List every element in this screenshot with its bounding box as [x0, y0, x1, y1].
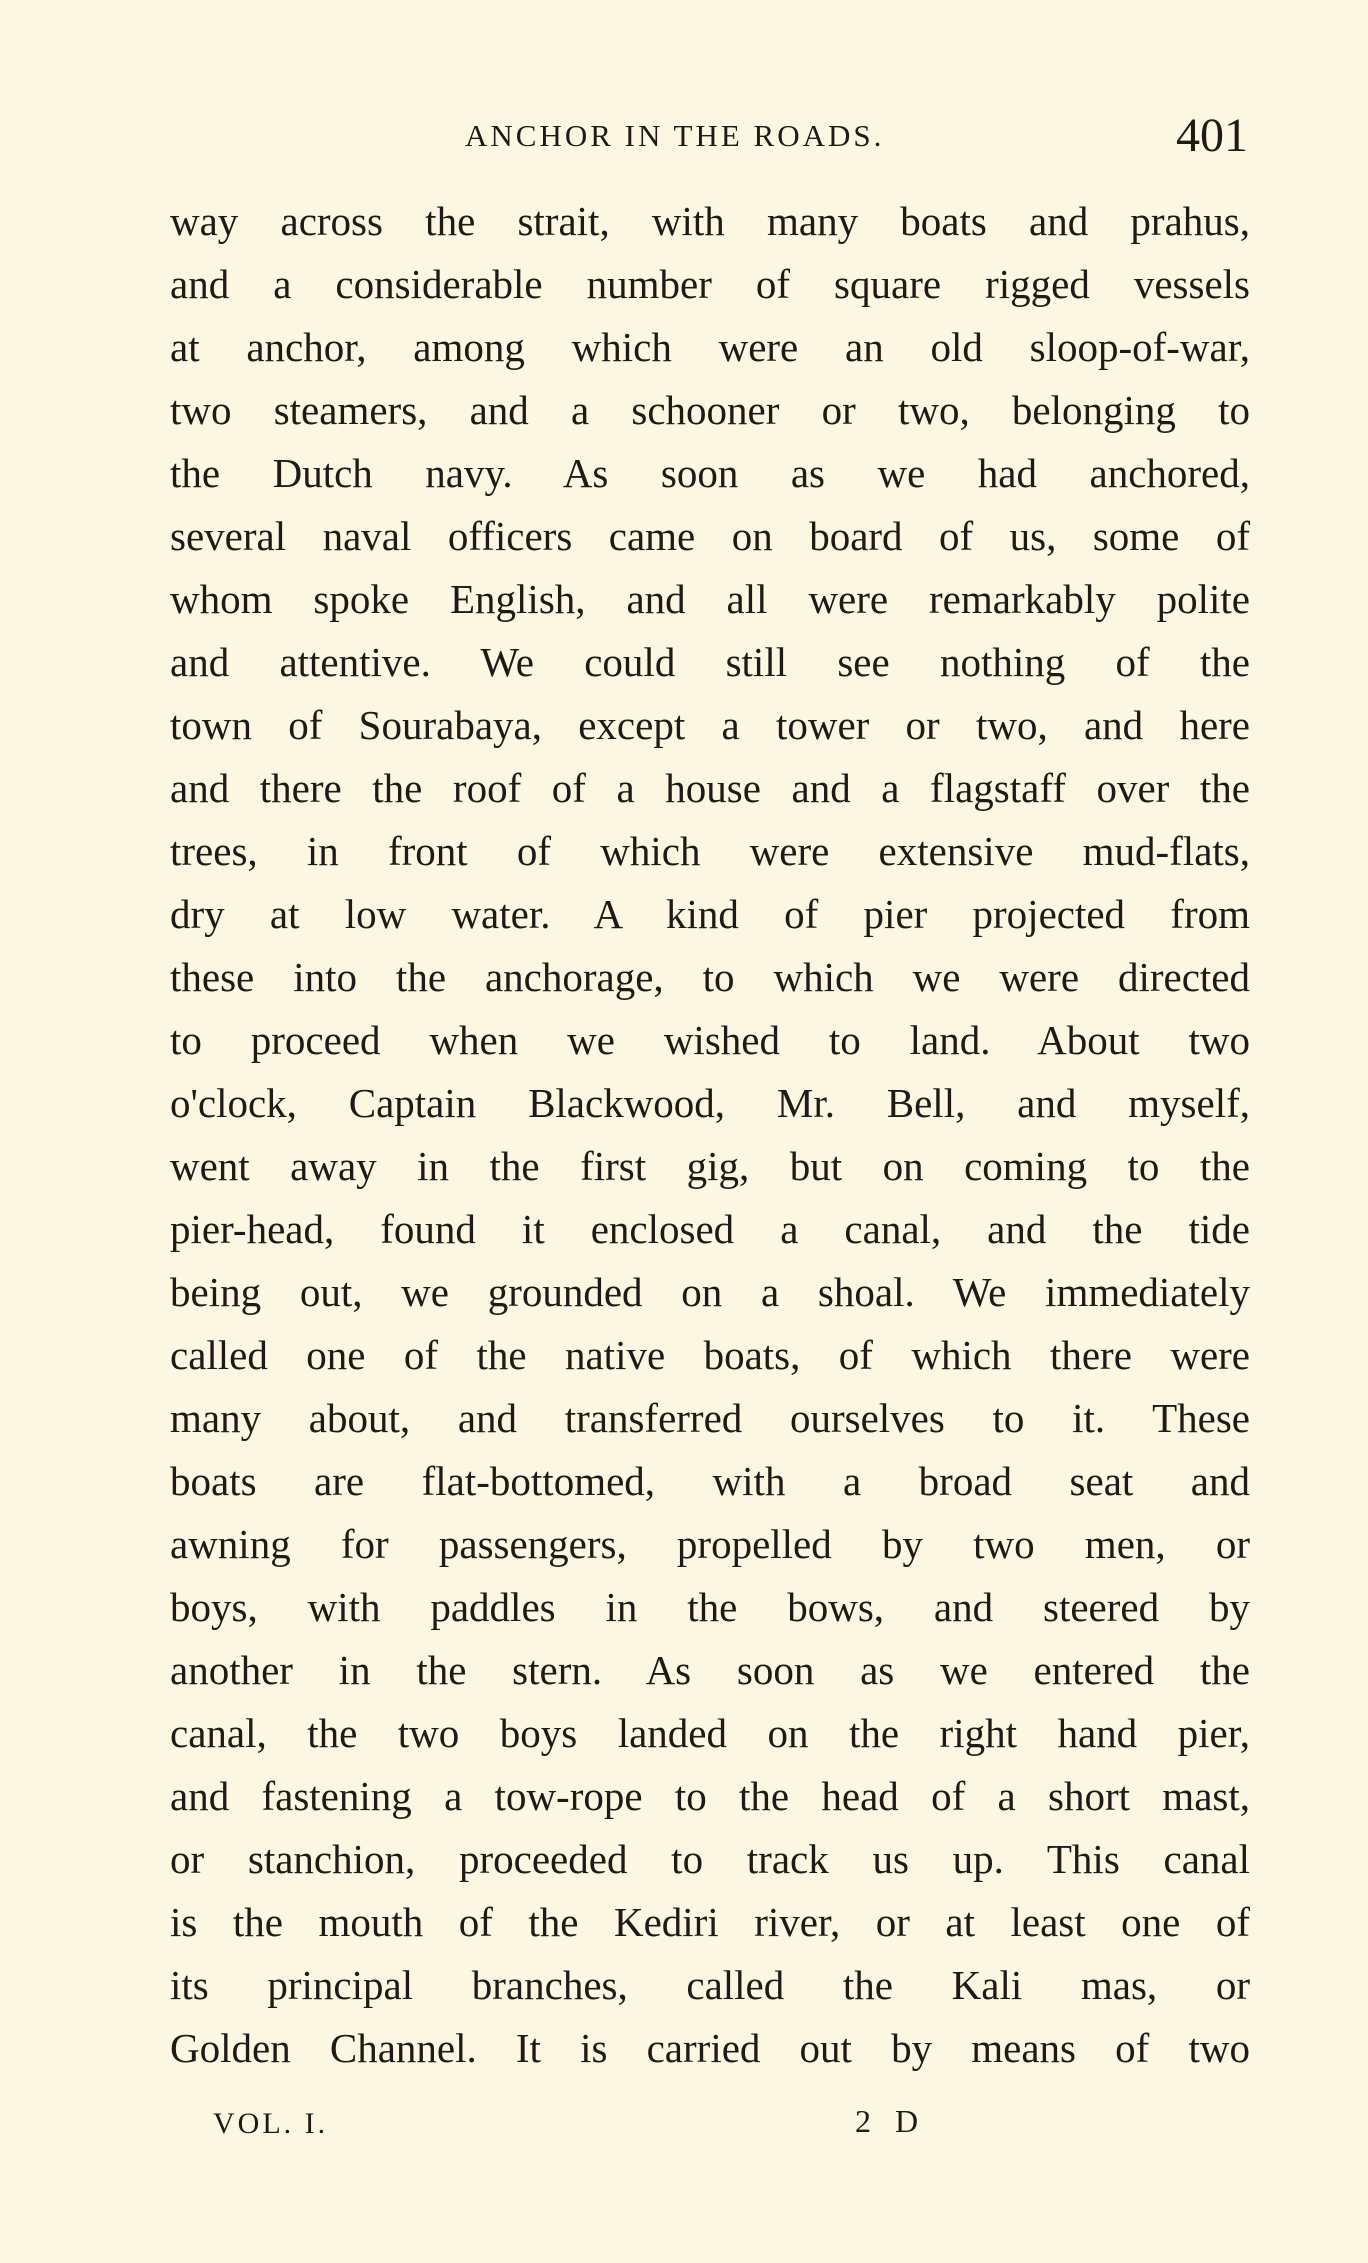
body-text	[170, 190, 1250, 2080]
text-line: many about, and transferred ourselves to it. These	[170, 1395, 1250, 1441]
text-line: pier-head, found it enclosed a canal, and the tide	[170, 1206, 1250, 1252]
text-line: went away in the first gig, but on coming to the	[170, 1143, 1250, 1189]
text-line: way across the strait, with many boats and prahus,	[170, 198, 1250, 244]
text-line: its principal branches, called the Kali mas, or	[170, 1962, 1250, 2008]
text-line: and a considerable number of square rigged vessels	[170, 261, 1250, 307]
text-line: is the mouth of the Kediri river, or at least one of	[170, 1899, 1250, 1945]
text-line: or stanchion, proceeded to track us up. This canal	[170, 1836, 1250, 1882]
text-line: to proceed when we wished to land. About two	[170, 1017, 1250, 1063]
text-line: several naval officers came on board of us, some of	[170, 513, 1250, 559]
page-number: 401	[1176, 109, 1248, 162]
text-line: and attentive. We could still see nothing of the	[170, 639, 1250, 685]
text-line: boats are flat-bottomed, with a broad seat and	[170, 1458, 1250, 1504]
text-line: Golden Channel. It is carried out by means of two	[170, 2025, 1250, 2071]
signature-mark: 2 D	[855, 2103, 927, 2139]
text-line: boys, with paddles in the bows, and steered by	[170, 1584, 1250, 1630]
running-title: ANCHOR IN THE ROADS.	[465, 118, 885, 153]
text-line: trees, in front of which were extensive mud-flats,	[170, 828, 1250, 874]
text-line: dry at low water. A kind of pier projected from	[170, 891, 1250, 937]
text-line: town of Sourabaya, except a tower or two, and here	[170, 702, 1250, 748]
text-line: and there the roof of a house and a flagstaff over the	[170, 765, 1250, 811]
volume-mark: VOL. I.	[213, 2107, 329, 2140]
text-line: awning for passengers, propelled by two men, or	[170, 1521, 1250, 1567]
text-line: the Dutch navy. As soon as we had anchored,	[170, 450, 1250, 496]
text-line: being out, we grounded on a shoal. We immediately	[170, 1269, 1250, 1315]
text-line: called one of the native boats, of which there were	[170, 1332, 1250, 1378]
text-line: another in the stern. As soon as we entered the	[170, 1647, 1250, 1693]
text-line: and fastening a tow-rope to the head of a short mast,	[170, 1773, 1250, 1819]
text-line: these into the anchorage, to which we were directed	[170, 954, 1250, 1000]
text-line: o'clock, Captain Blackwood, Mr. Bell, and myself,	[170, 1080, 1250, 1126]
text-line: at anchor, among which were an old sloop-of-war,	[170, 324, 1250, 370]
text-line: whom spoke English, and all were remarkably polite	[170, 576, 1250, 622]
text-line: canal, the two boys landed on the right hand pier,	[170, 1710, 1250, 1756]
text-line: two steamers, and a schooner or two, belonging to	[170, 387, 1250, 433]
